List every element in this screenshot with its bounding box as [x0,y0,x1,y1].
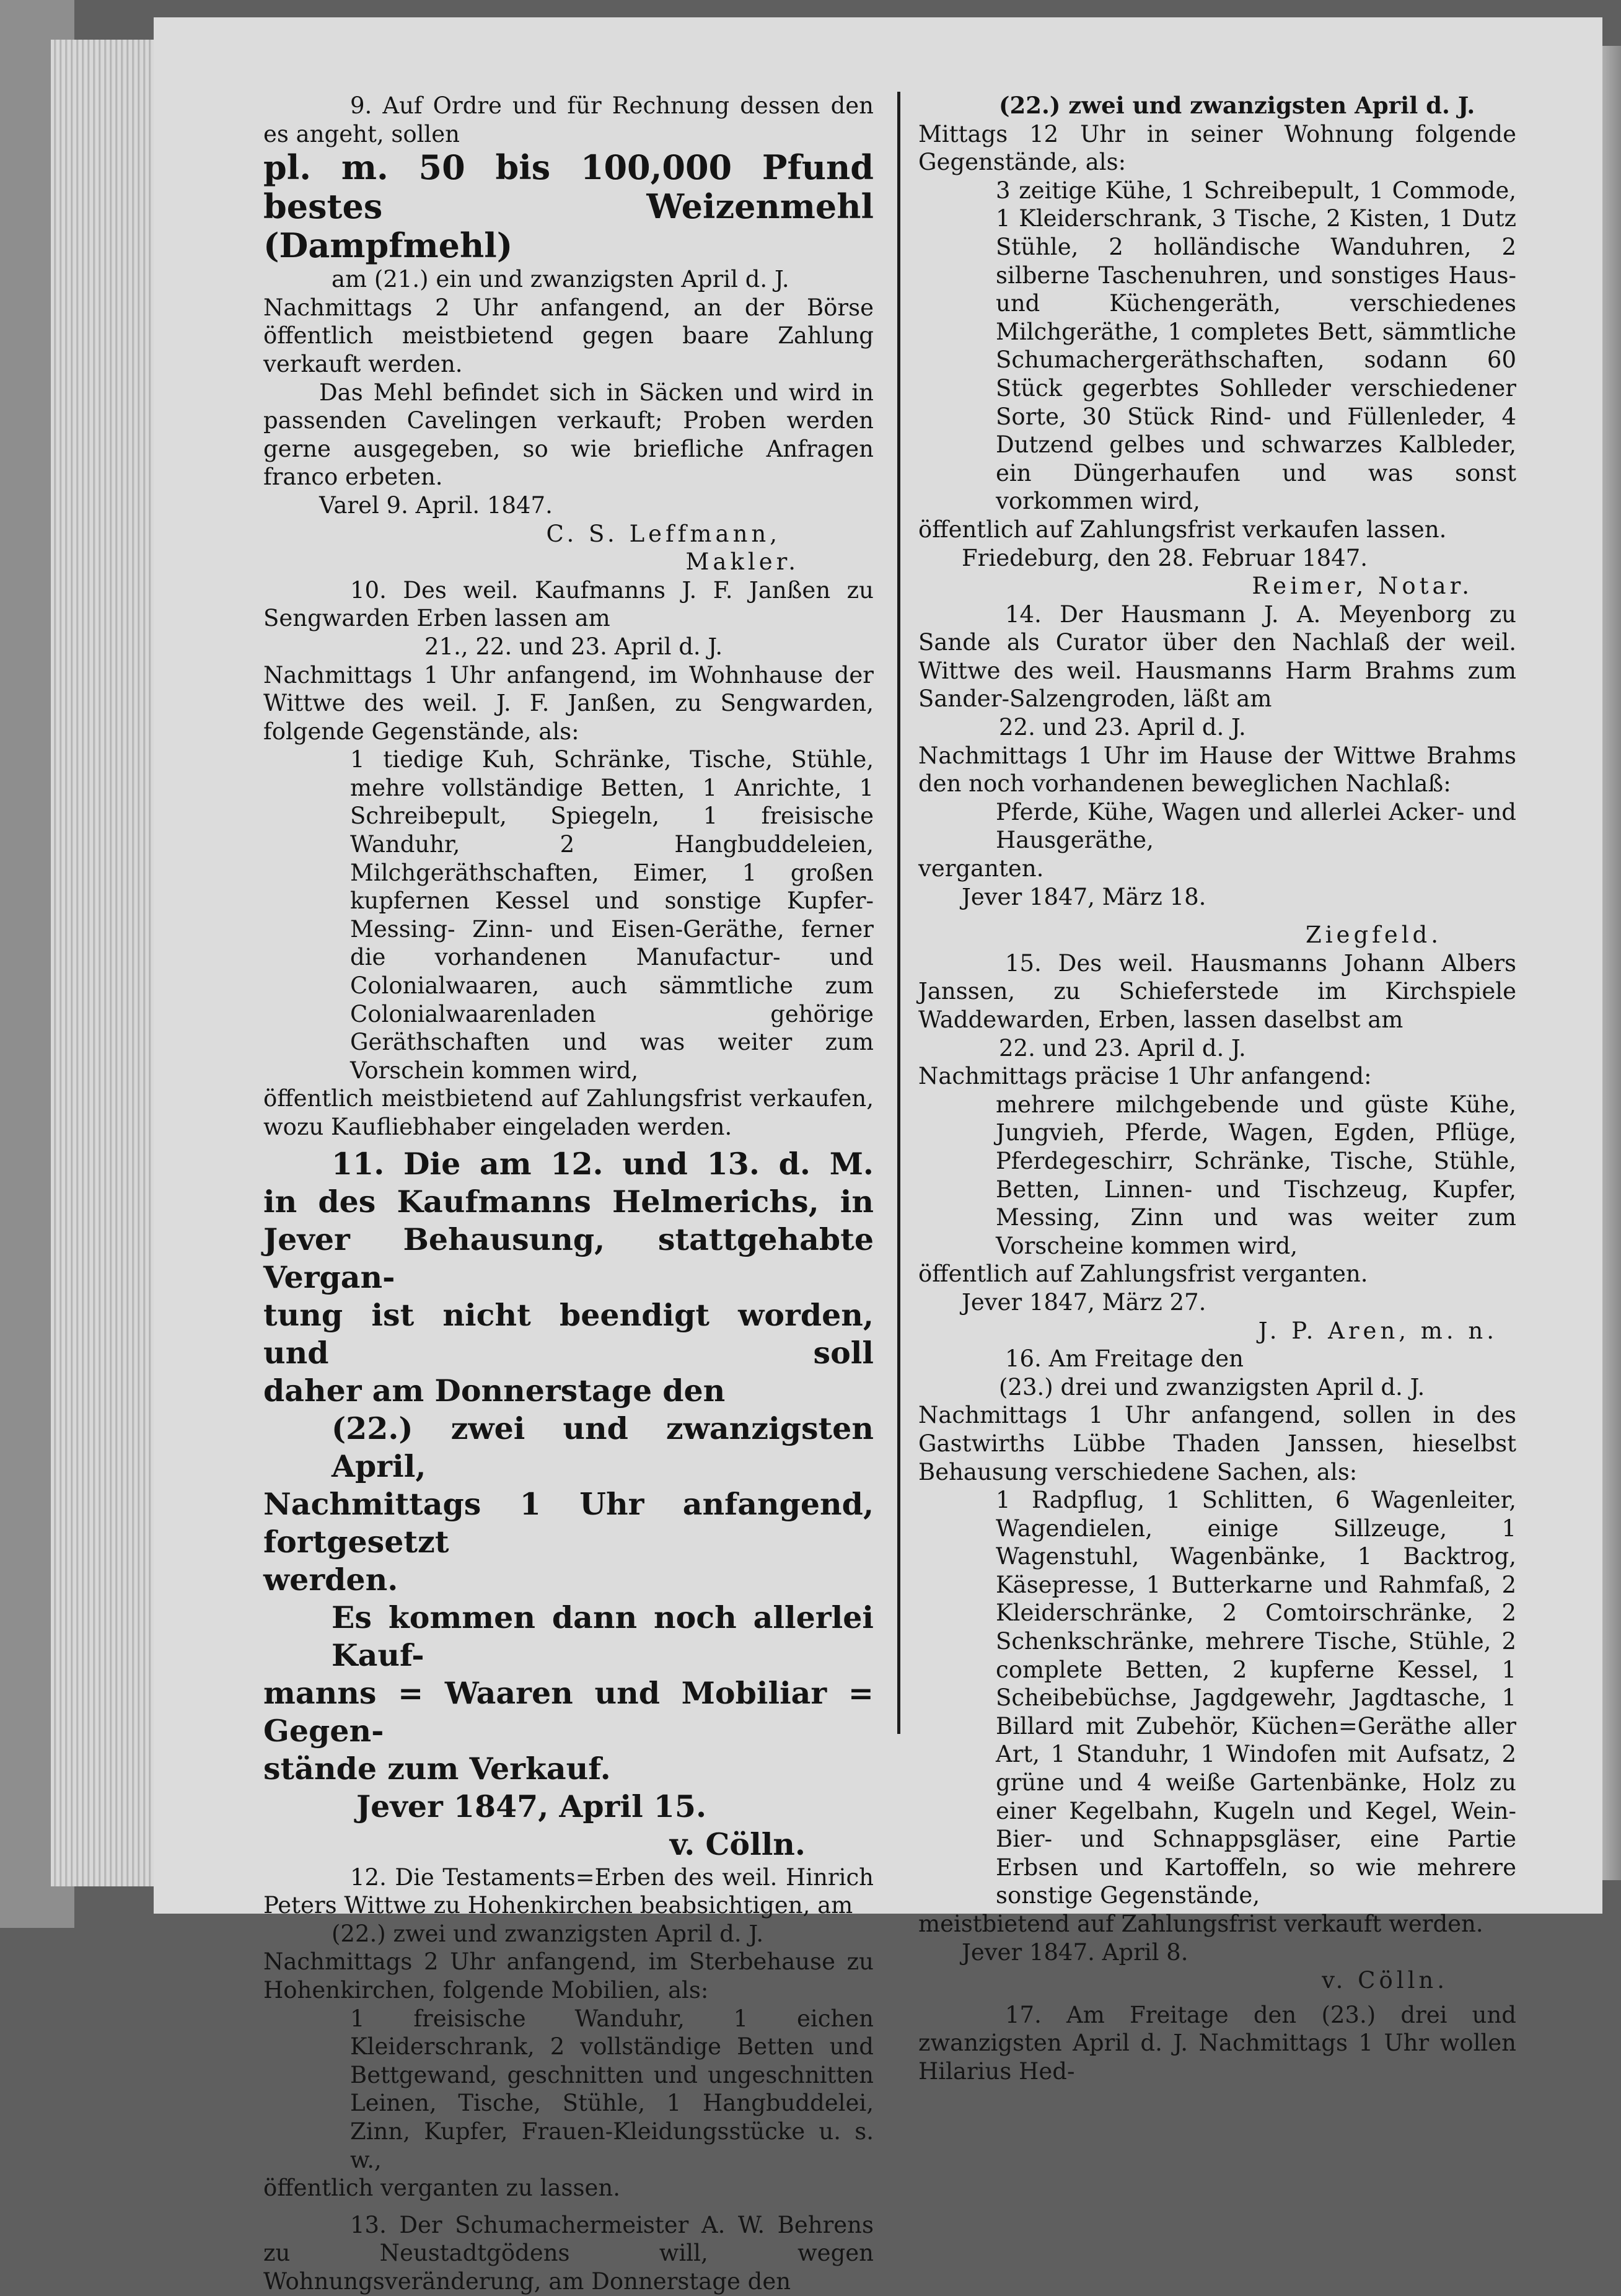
notice-13-intro: 13. Der Schumachermeister A. W. Behrens zu Neustadtgödens will, wegen Wohnungsveränderung, am Donnerstage den [263,2211,874,2295]
notice-10-date: 21., 22. und 23. April d. J. [424,633,723,660]
notice-9-note: Das Mehl befindet sich in Säcken und wird in passenden Cavelingen verkauft; Proben werden gerne ausgegeben, so wie briefliche Anfragen franco erbeten. [263,379,874,491]
notice-11-line-5: daher am Donnerstage den [263,1372,726,1409]
notice-10-items: 1 tiedige Kuh, Schränke, Tische, Stühle, mehre vollständige Betten, 1 Anrichte, 1 Schreibepult, Spiegeln, 1 freisische Wanduhr, 2 Hangbuddeleien, Milchgeräthschaften, Eimer, 1 großen kupfernen Kessel und sonstige Kupfer- Messing- Zinn- und Eisen-Geräthe, ferner die vorhandenen Manufactur- und Colonialwaaren, auch sämmtliche zum Colonialwaarenladen gehörige Geräthschaften und was weiter zum Vorschein kommen wird, [350,746,874,1084]
notice-16-closing: meistbietend auf Zahlungsfrist verkauft werden. [918,1911,1483,1937]
notice-14-date: 22. und 23. April d. J. [999,714,1246,741]
notice-11-line-10: manns = Waaren und Mobiliar = Gegen- [263,1674,874,1749]
notice-16-body: Nachmittags 1 Uhr anfangend, sollen in des Gastwirths Lübbe Thaden Janssen, hieselbst Behausung verschiedene Sachen, als: [918,1402,1516,1485]
notice-9-headline-1: pl. m. 50 bis 100,000 Pfund [263,147,874,188]
notice-15-place: Jever 1847, März 27. [962,1288,1206,1316]
notice-11-line-9: Es kommen dann noch allerlei Kauf- [332,1599,874,1673]
notice-11-signature: v. Cölln. [669,1826,806,1862]
notice-11 [263,1145,874,1863]
notice-14-items: Pferde, Kühe, Wagen und allerlei Acker- und Hausgeräthe, [996,798,1516,854]
column-divider [897,92,900,1734]
notice-10-body: Nachmittags 1 Uhr anfangend, im Wohnhause der Wittwe des weil. J. F. Janßen, zu Sengwarden, folgende Gegenstände, als: [263,661,874,745]
notice-16-signature: v. Cölln. [1322,1967,1448,1994]
notice-12-closing: öffentlich verganten zu lassen. [263,2175,620,2202]
notice-9-date: am (21.) ein und zwanzigsten April d. J. [332,266,789,293]
notice-12-body: Nachmittags 2 Uhr anfangend, im Sterbehause zu Hohenkirchen, folgende Mobilien, als: [263,1948,874,2004]
notice-14-body: Nachmittags 1 Uhr im Hause der Wittwe Brahms den noch vorhandenen beweglichen Nachlaß: [918,742,1516,798]
notice-16-intro: 16. Am Freitage den [1005,1345,1244,1373]
notice-10-closing: öffentlich meistbietend auf Zahlungsfrist verkaufen, wozu Kaufliebhaber eingeladen werden. [263,1085,874,1140]
notice-14-intro: 14. Der Hausmann J. A. Meyenborg zu Sande als Curator über den Nachlaß der weil. Wittwe des weil. Hausmanns Harm Brahms zum Sander-Salzengroden, läßt am [918,600,1516,713]
notice-15-intro: 15. Des weil. Hausmanns Johann Albers Janssen, zu Schieferstede im Kirchspiele Waddewarden, Erben, lassen daselbst am [918,949,1516,1033]
notice-13-closing: öffentlich auf Zahlungsfrist verkaufen lassen. [918,516,1447,543]
notice-17-intro: 17. Am Freitage den (23.) drei und zwanzigsten April d. J. Nachmittags 1 Uhr wollen Hilarius Hed- [918,2001,1516,2085]
notice-14-place: Jever 1847, März 18. [962,883,1206,910]
notice-15-closing: öffentlich auf Zahlungsfrist verganten. [918,1260,1368,1288]
notice-11-line-6: (22.) zwei und zwanzigsten April, [332,1410,874,1484]
notice-16-items: 1 Radpflug, 1 Schlitten, 6 Wagenleiter, Wagendielen, einige Sillzeuge, 1 Wagenstuhl, Wagenbänke, 1 Backtrog, Käsepresse, 1 Butterkarne und Rahmfaß, 2 Kleiderschränke, 2 Comtoirschränke, 2 Schenkschränke, mehrere Tische, Stühle, 2 complete Betten, 2 kupferne Kessel, 1 Scheibebüchse, Jagdgewehr, Jagdtasche, 1 Billard mit Zubehör, Küchen=Geräthe aller Art, 1 Standuhr, 1 Windofen mit Aufsatz, 2 grüne und 4 weiße Gartenbänke, Holz zu einer Kegelbahn, Kugeln und Kegel, Wein- Bier- und Schnappsgläser, eine Partie Erbsen und Kartoffeln, so wie mehrere sonstige Gegenstände, [996,1487,1516,1909]
notice-15-items: mehrere milchgebende und güste Kühe, Jungvieh, Pferde, Wagen, Egden, Pflüge, Pferdegeschirr, Schränke, Tische, Stühle, Betten, Linnen- und Tischzeug, Kupfer, Messing, Zinn und was weiter zum Vorscheine kommen wird, [996,1091,1516,1259]
notice-11-line-1: 11. Die am 12. und 13. d. M. [332,1145,874,1182]
notice-13-place: Friedeburg, den 28. Februar 1847. [962,544,1368,571]
notice-12-items: 1 freisische Wanduhr, 1 eichen Kleiderschrank, 2 vollständige Betten und Bettgewand, geschnitten und ungeschnitten Leinen, Tische, Stühle, 1 Hangbuddelei, Zinn, Kupfer, Frauen-Kleidungsstücke u. s. w., [350,2005,874,2173]
left-column [263,92,874,2296]
notice-9-signature: C. S. Leffmann, [546,520,781,547]
notice-9-signature-title: Makler. [685,548,799,576]
notice-15-signature: J. P. Aren, m. n. [1258,1317,1498,1344]
notice-14-closing: verganten. [918,855,1044,882]
notice-13-date: (22.) zwei und zwanzigsten April d. J. [999,92,1475,119]
notice-11-date: Jever 1847, April 15. [356,1788,707,1824]
notice-13-items: 3 zeitige Kühe, 1 Schreibepult, 1 Commode, 1 Kleiderschrank, 3 Tische, 2 Kisten, 1 Dutz Stühle, 2 holländische Wanduhren, 2 silberne Taschenuhren, und sonstiges Haus- und Küchengeräth, verschiedenes Milchgeräthe, 1 completes Bett, sämmtliche Schumachergeräthschaften, sodann 60 Stück gegerbtes Sohlleder verschiedener Sorte, 30 Stück Rind- und Füllenleder, 4 Dutzend gelbes und schwarzes Kalbleder, ein Düngerhaufen und was sonst vorkommen wird, [996,177,1516,515]
notice-15-body: Nachmittags präcise 1 Uhr anfangend: [918,1063,1372,1090]
right-column [918,92,1516,2086]
notice-16-date: (23.) drei und zwanzigsten April d. J. [999,1373,1425,1401]
notice-11-line-8: werden. [263,1561,398,1598]
notice-10-intro: 10. Des weil. Kaufmanns J. F. Janßen zu Sengwarden Erben lassen am [263,576,874,632]
notice-12-intro: 12. Die Testaments=Erben des weil. Hinrich Peters Wittwe zu Hohenkirchen beabsichtigen, am [263,1863,874,1919]
notice-9-headline-2: bestes Weizenmehl (Dampfmehl) [263,187,874,266]
notice-11-line-2: in des Kaufmanns Helmerichs, in [263,1183,874,1220]
notice-9-body: Nachmittags 2 Uhr anfangend, an der Börse öffentlich meistbietend gegen baare Zahlung verkauft werden. [263,294,874,377]
notice-11-line-11: stände zum Verkauf. [263,1750,611,1787]
notice-15-date: 22. und 23. April d. J. [999,1034,1246,1062]
notice-12-date: (22.) zwei und zwanzigsten April d. J. [332,1920,764,1947]
notice-16-place: Jever 1847. April 8. [962,1938,1188,1966]
page-stack-edges [51,40,169,1886]
notice-13-time: Mittags 12 Uhr in seiner Wohnung folgende Gegenstände, als: [918,120,1516,176]
notice-13-signature: Reimer, Notar. [1252,573,1473,600]
notice-11-line-7: Nachmittags 1 Uhr anfangend, fortgesetzt [263,1485,874,1560]
notice-14-signature: Ziegfeld. [1306,921,1442,949]
notice-9-place: Varel 9. April. 1847. [319,491,553,519]
notice-11-line-4: tung ist nicht beendigt worden, und soll [263,1296,874,1371]
notice-9-intro: 9. Auf Ordre und für Rechnung dessen den es angeht, sollen [263,92,874,147]
notice-11-line-3: Jever Behausung, stattgehabte Vergan- [263,1221,874,1295]
